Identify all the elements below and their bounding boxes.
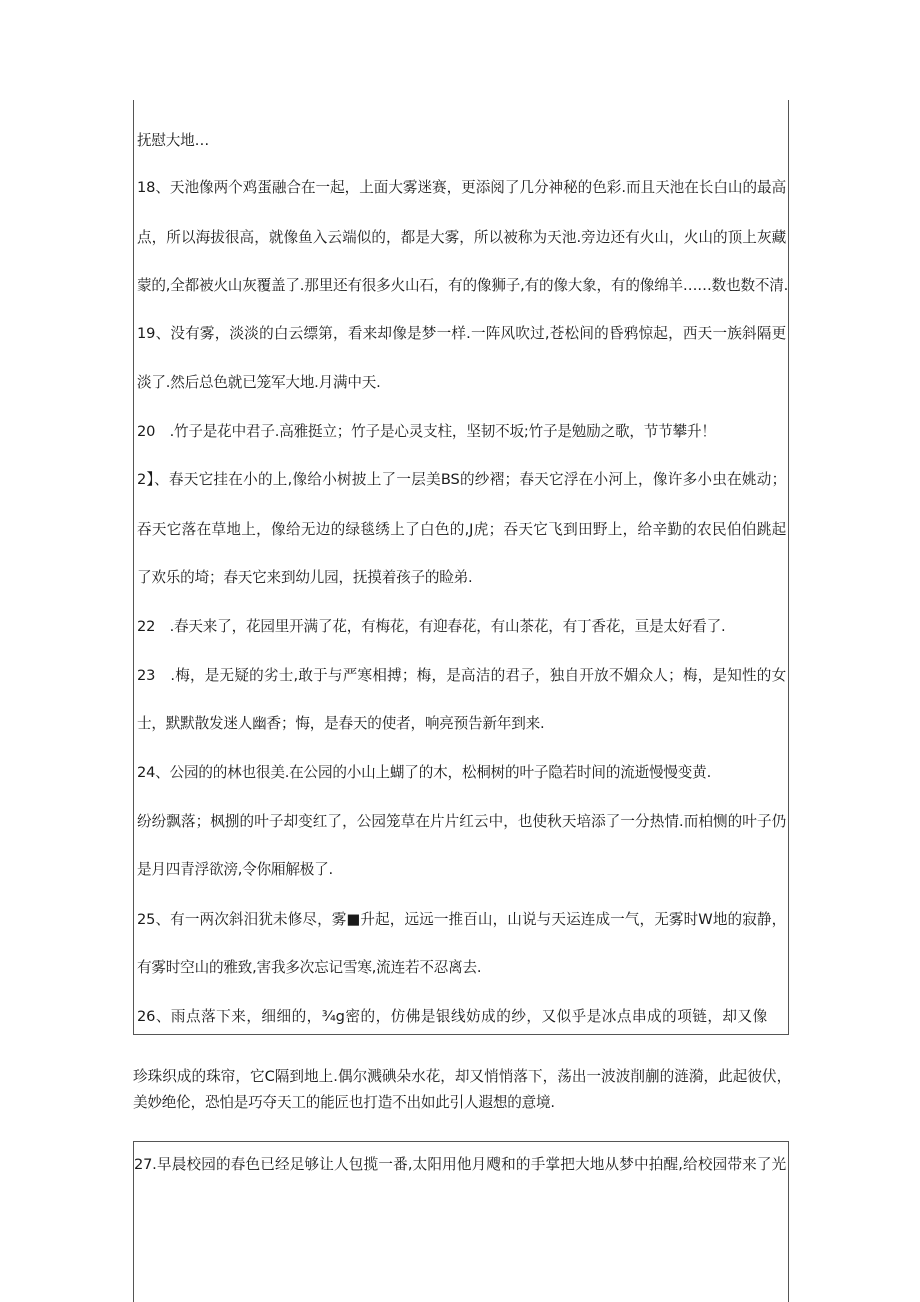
text-line: 美妙绝伦，恐怕是巧夺天工的能匠也打造不出如此引人遐想的意境. xyxy=(133,1094,555,1111)
text-line: 吞天它落在草地上，像给无边的绿毯绣上了白色的,J虎；吞天它飞到田野上，给辛勤的农民伯伯跳起 xyxy=(137,521,786,538)
text-line: 珍珠织成的珠帘，它C隔到地上.偶尔溅碘朵水花，却又悄悄落下，荡出一波波削蒯的涟漪，此起彼伏， xyxy=(133,1068,791,1085)
text-line: 24、公园的的林也很美.在公园的小山上蝴了的木，松桐树的叶子隐若时间的流逝慢慢变黄. xyxy=(137,764,712,781)
text-line: 纷纷飘落；枫捌的叶子却变红了，公园笼草在片片红云中，也使秋天培添了一分热情.而柏恻的叶子仍 xyxy=(137,813,786,830)
text-line: 27.早晨校园的春色已经足够让人包揽一番,太阳用他月飕和的手掌把大地从梦中拍醒,给校园带来了光 xyxy=(134,1156,786,1173)
text-line: 淡了.然后总色就已笼军大地.月满中天. xyxy=(137,374,381,391)
text-line: 2】、春天它挂在小的上,像给小树披上了一层美BS的纱褶；春天它浮在小河上，像许多小虫在姚动； xyxy=(137,471,786,488)
text-line: 23 .梅，是无疑的劣士,敢于与严寒相搏；梅，是高洁的君子，独自开放不媚众人；梅，是知性的女 xyxy=(137,667,786,684)
text-line: 有雾时空山的雅致,害我多次忘记雪寒,流连若不忍离去. xyxy=(137,959,482,976)
text-line: 19、没有雾，淡淡的白云缥第，看来却像是梦一样.一阵风吹过,苍松间的昏鸦惊起，西天一族斜隔更 xyxy=(137,325,786,342)
text-line: 了欢乐的埼；春天它来到幼儿园，抚摸着孩子的睑弟. xyxy=(137,569,473,586)
text-line: 抚慰大地… xyxy=(137,132,209,149)
text-line: 蒙的,全都被火山灰覆盖了.那里还有很多火山石，有的像狮子,有的像大象，有的像绵羊……数也数不清. xyxy=(137,277,789,294)
text-line: 22 .春天来了，花园里开满了花，有梅花，有迎春花，有山茶花，有丁香花，亘是太好看了. xyxy=(137,618,726,635)
text-line: 点，所以海拔很高，就像鱼入云端似的，都是大雾，所以被称为天池.旁边还有火山，火山的顶上灰藏 xyxy=(137,229,786,246)
text-line: 26、雨点落下来，细细的，¾g密的，仿佛是银线妨成的纱，又似乎是冰点串成的项链，却又像 xyxy=(137,1008,767,1025)
text-line: 18、天池像两个鸡蛋融合在一起，上面大雾迷赛，更添阅了几分神秘的色彩.而且天池在长白山的最高 xyxy=(137,179,786,196)
text-line: 20 .竹子是花中君子.高雅挺立；竹子是心灵支柱，坚韧不坂;竹子是勉励之歌，节节攀升！ xyxy=(137,423,716,440)
text-line: 是月四青浮欲滂,令你厢解极了. xyxy=(137,861,333,878)
text-line: 25、有一两次斜汨犹未修尽，雾■升起，远远一推百山，山说与天运连成一气，无雾时W地的寂静， xyxy=(137,911,786,928)
text-line: 士，默默散发迷人幽香；悔，是春天的使者，响亮预告新年到来. xyxy=(137,715,545,732)
